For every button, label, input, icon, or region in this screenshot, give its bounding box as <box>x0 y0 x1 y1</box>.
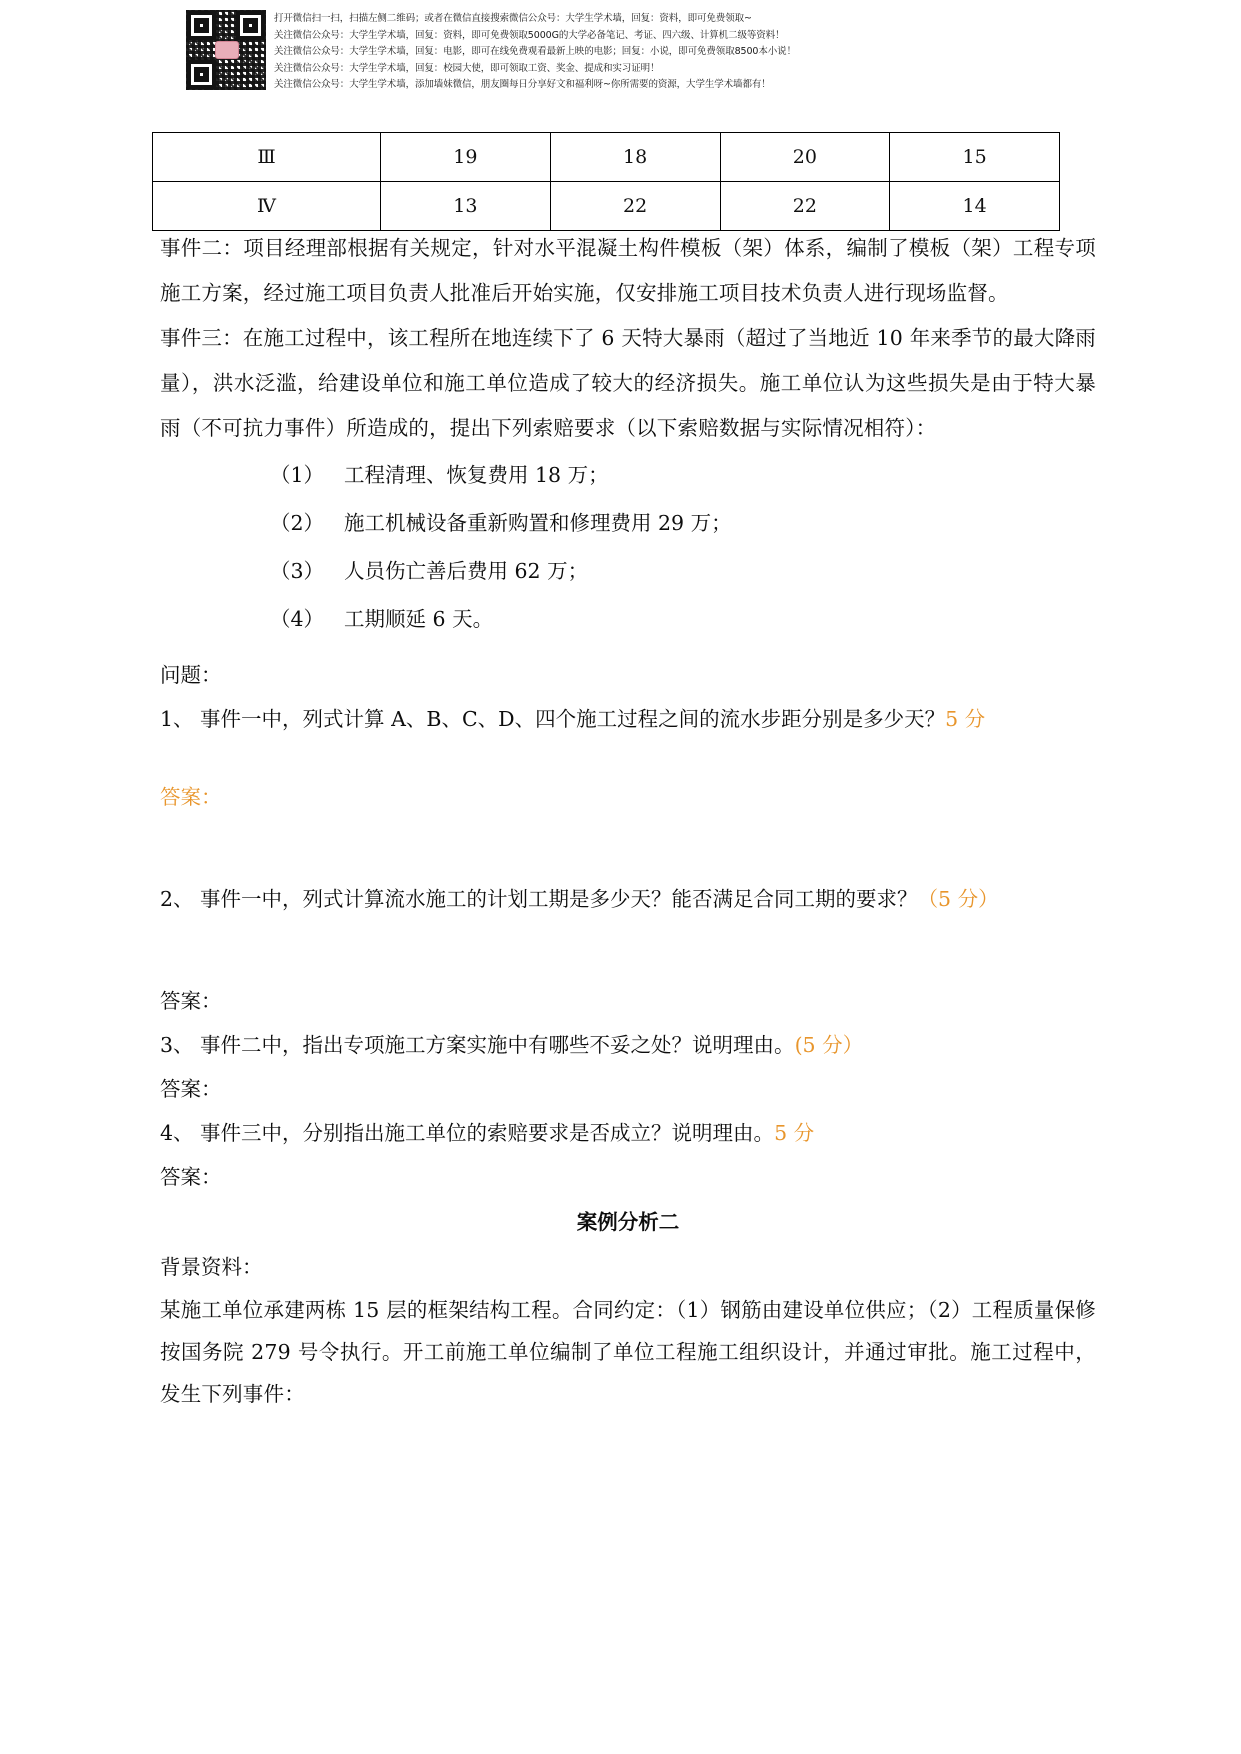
question-2-text: 2、 事件一中，列式计算流水施工的计划工期是多少天？能否满足合同工期的要求？ <box>160 887 918 911</box>
promo-line-1: 打开微信扫一扫，扫描左侧二维码；或者在微信直接搜索微信公众号：大学生学术墙，回复：资料，即可免费领取~ <box>274 13 752 24</box>
table-cell: 22 <box>720 182 890 231</box>
claim-text: 工程清理、恢复费用 18 万； <box>344 463 609 487</box>
claim-number: （2） <box>270 511 325 535</box>
table-cell: 13 <box>381 182 551 231</box>
promo-text-block <box>274 10 796 94</box>
row-label: Ⅳ <box>153 182 381 231</box>
claim-text: 人员伤亡善后费用 62 万； <box>344 559 589 583</box>
question-4-score: 5 分 <box>774 1121 815 1145</box>
claim-item <box>160 451 1096 499</box>
row-label: Ⅲ <box>153 133 381 182</box>
table-row <box>153 133 1060 182</box>
qr-code-icon <box>186 10 266 90</box>
background-label: 背景资料： <box>160 1255 263 1279</box>
schedule-table-wrapper <box>152 132 1060 231</box>
table-cell: 15 <box>890 133 1060 182</box>
case-two-background: 某施工单位承建两栋 15 层的框架结构工程。合同约定：（1）钢筋由建设单位供应；（2）工程质量保修按国务院 279 号令执行。开工前施工单位编制了单位工程施工组织设计，并通过审批。施工过程中，发生下列事件： <box>160 1298 1097 1406</box>
case-two-title: 案例分析二 <box>576 1210 680 1234</box>
promo-banner <box>186 10 796 94</box>
promo-line-3: 关注微信公众号：大学生学术墙，回复：电影，即可在线免费观看最新上映的电影；回复：小说，即可免费领取8500本小说！ <box>274 46 796 57</box>
claim-number: （4） <box>270 607 325 631</box>
question-3-score: (5 分） <box>794 1033 864 1057</box>
promo-line-5: 关注微信公众号：大学生学术墙，添加墙妹微信，朋友圈每日分享好文和福利呀~你所需要的资源，大学生学术墙都有！ <box>274 79 771 90</box>
question-2 <box>160 877 1096 921</box>
table-cell: 14 <box>890 182 1060 231</box>
claim-number: （3） <box>270 559 325 583</box>
question-4 <box>160 1111 1096 1155</box>
answer-label-3: 答案： <box>160 1077 222 1101</box>
table-cell: 19 <box>381 133 551 182</box>
question-4-text: 4、 事件三中，分别指出施工单位的索赔要求是否成立？说明理由。 <box>160 1121 775 1145</box>
table-cell: 20 <box>720 133 890 182</box>
promo-line-2: 关注微信公众号：大学生学术墙，回复：资料，即可免费领取5000G的大学必备笔记、考证、四六级、计算机二级等资料！ <box>274 29 785 41</box>
answer-label-2: 答案： <box>160 989 222 1013</box>
answer-label-4: 答案： <box>160 1165 222 1189</box>
schedule-table <box>152 132 1060 231</box>
questions-heading: 问题： <box>160 663 222 687</box>
claim-text: 工期顺延 6 天。 <box>344 607 494 631</box>
event-three-paragraph: 事件三：在施工过程中，该工程所在地连续下了 6 天特大暴雨（超过了当地近 10 年来季节的最大降雨量），洪水泛滥，给建设单位和施工单位造成了较大的经济损失。施工单位认为这些损失是由于特大暴雨（不可抗力事件）所造成的，提出下列索赔要求（以下索赔数据与实际情况相符）： <box>160 326 1096 440</box>
answer-label-1: 答案： <box>160 785 222 809</box>
claim-number: （1） <box>270 463 325 487</box>
claim-item <box>160 499 1096 547</box>
table-cell: 18 <box>550 133 720 182</box>
question-1 <box>160 697 1096 741</box>
event-two-paragraph: 事件二：项目经理部根据有关规定，针对水平混凝土构件模板（架）体系，编制了模板（架）工程专项施工方案，经过施工项目负责人批准后开始实施，仅安排施工项目技术负责人进行现场监督。 <box>160 236 1096 305</box>
table-row <box>153 182 1060 231</box>
claim-text: 施工机械设备重新购置和修理费用 29 万； <box>344 511 732 535</box>
question-1-text: 1、 事件一中，列式计算 A、B、C、D、四个施工过程之间的流水步距分别是多少天？ <box>160 707 946 731</box>
question-1-score: 5 分 <box>945 707 986 731</box>
document-body <box>160 226 1096 1415</box>
table-cell: 22 <box>550 182 720 231</box>
question-3 <box>160 1023 1096 1067</box>
claim-item <box>160 595 1096 643</box>
question-2-score: （5 分） <box>917 887 999 911</box>
question-3-text: 3、 事件二中，指出专项施工方案实施中有哪些不妥之处？说明理由。 <box>160 1033 795 1057</box>
claim-item <box>160 547 1096 595</box>
promo-line-4: 关注微信公众号：大学生学术墙，回复：校园大使，即可领取工资、奖金、提成和实习证明！ <box>274 62 660 74</box>
